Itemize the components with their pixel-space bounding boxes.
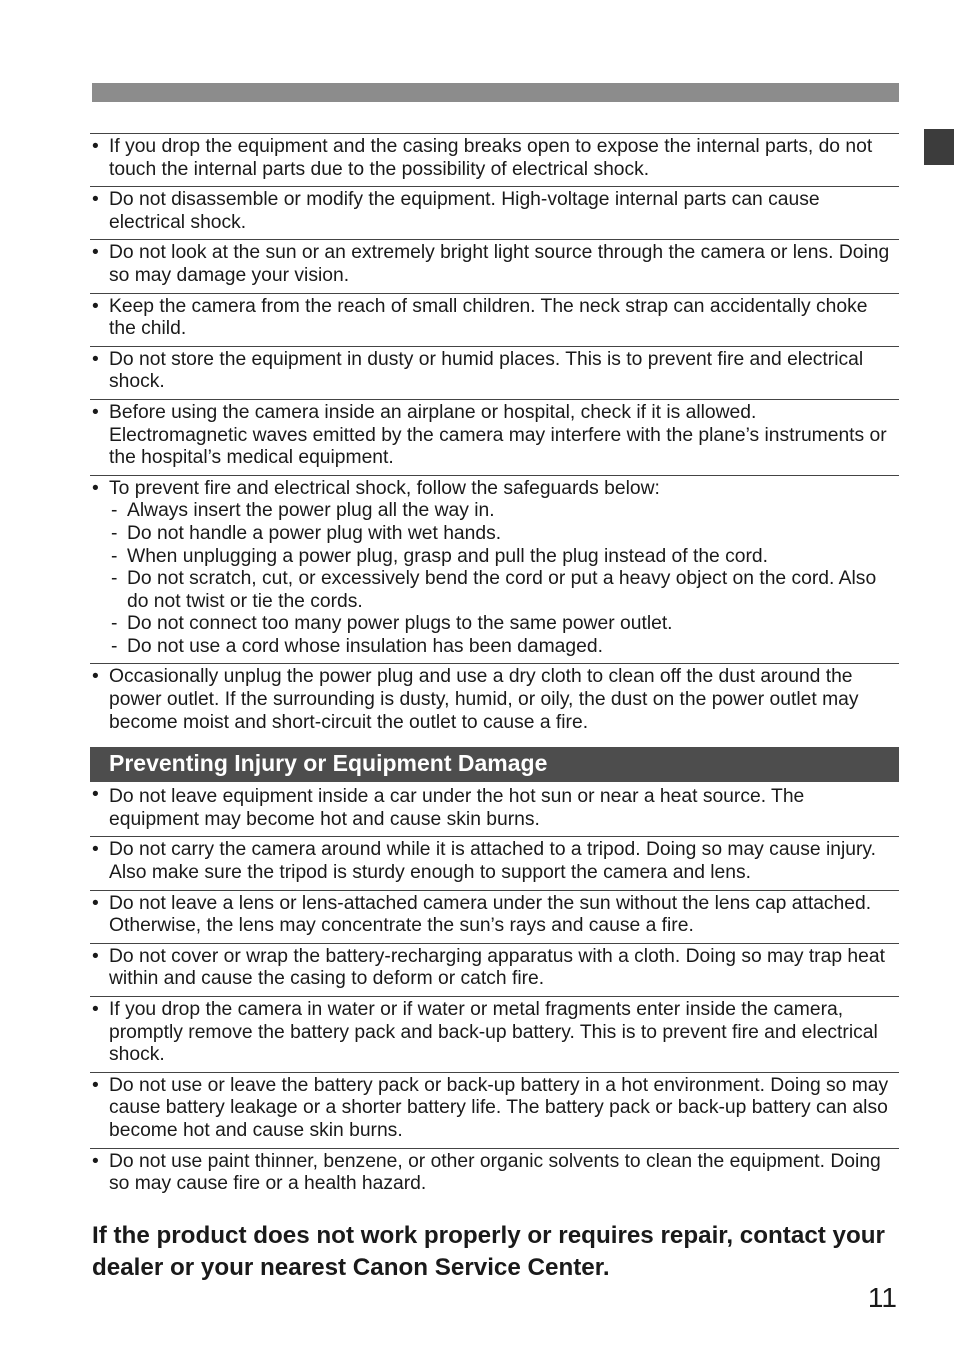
page-content <box>90 133 899 1284</box>
list-item: • If you drop the camera in water or if water or metal fragments enter inside the camera, promptly remove the battery pack and back-up battery. This is to prevent fire and electrical shock. <box>90 996 899 1072</box>
sub-list-item: - Do not handle a power plug with wet hands. <box>109 523 895 546</box>
list-item: • Do not look at the sun or an extremely bright light source through the camera or lens. Doing so may damage your vision. <box>90 239 899 292</box>
list-item: • Keep the camera from the reach of small children. The neck strap can accidentally choke the child. <box>90 293 899 346</box>
list-item: • Do not use or leave the battery pack or back-up battery in a hot environment. Doing so may cause battery leakage or a shorter battery life. The battery pack or back-up battery can also become hot and cause skin burns. <box>90 1072 899 1148</box>
header-bar <box>92 83 899 102</box>
list-item: • Occasionally unplug the power plug and use a dry cloth to clean off the dust around the power outlet. If the surrounding is dusty, humid, or oily, the dust on the power outlet may become moist and short-circuit the outlet to cause a fire. <box>90 663 899 739</box>
page-number: 11 <box>867 1282 897 1313</box>
list-item: • Do not disassemble or modify the equipment. High-voltage internal parts can cause electrical shock. <box>90 186 899 239</box>
chapter-tab <box>924 129 954 165</box>
safeguard-sublist <box>109 500 895 658</box>
list-item: • Do not carry the camera around while it is attached to a tripod. Doing so may cause injury. Also make sure the tripod is sturdy enough to support the camera and lens. <box>90 836 899 889</box>
sub-list-item: - When unplugging a power plug, grasp and pull the plug instead of the cord. <box>109 546 895 569</box>
list-item: • Do not leave a lens or lens-attached camera under the sun without the lens cap attached. Otherwise, the lens may concentrate the sun’s rays and cause a fire. <box>90 890 899 943</box>
sub-list-item: - Do not use a cord whose insulation has been damaged. <box>109 636 895 659</box>
list-item: • To prevent fire and electrical shock, follow the safeguards below: - Always insert the power plug all the way in. - Do not handle a power plug with wet hands. - When unplugging a power plug, grasp and pull the plug instead of the cord. - Do not scratch, cut, or excessively bend the cord or put a heavy object on the cord. Also do not twist or tie the cords. - Do not connect too many power plugs to the same power outlet. - Do not use a cord whose insulation has been damaged. <box>90 475 899 664</box>
list-item: • Do not cover or wrap the battery-recharging apparatus with a cloth. Doing so may trap heat within and cause the casing to deform or catch fire. <box>90 943 899 996</box>
sub-list-item: - Do not scratch, cut, or excessively bend the cord or put a heavy object on the cord. Also do not twist or tie the cords. <box>109 568 895 613</box>
list-item: • Do not leave equipment inside a car under the hot sun or near a heat source. The equipment may become hot and cause skin burns. <box>90 782 899 836</box>
list-item: • Before using the camera inside an airplane or hospital, check if it is allowed. Electromagnetic waves emitted by the camera may interfere with the plane’s instruments or the hospital’s medical equipment. <box>90 399 899 475</box>
sub-list-item: - Always insert the power plug all the way in. <box>109 500 895 523</box>
closing-note: If the product does not work properly or requires repair, contact your dealer or your nearest Canon Service Center. <box>92 1221 885 1281</box>
list-item: • Do not use paint thinner, benzene, or other organic solvents to clean the equipment. Doing so may cause fire or a health hazard. <box>90 1148 899 1201</box>
list-item: • If you drop the equipment and the casing breaks open to expose the internal parts, do not touch the internal parts due to the possibility of electrical shock. <box>90 133 899 186</box>
list-item: • Do not store the equipment in dusty or humid places. This is to prevent fire and electrical shock. <box>90 346 899 399</box>
warning-list <box>90 133 899 739</box>
caution-list <box>90 782 899 1201</box>
sub-list-item: - Do not connect too many power plugs to the same power outlet. <box>109 613 895 636</box>
section-title: Preventing Injury or Equipment Damage <box>90 747 899 782</box>
